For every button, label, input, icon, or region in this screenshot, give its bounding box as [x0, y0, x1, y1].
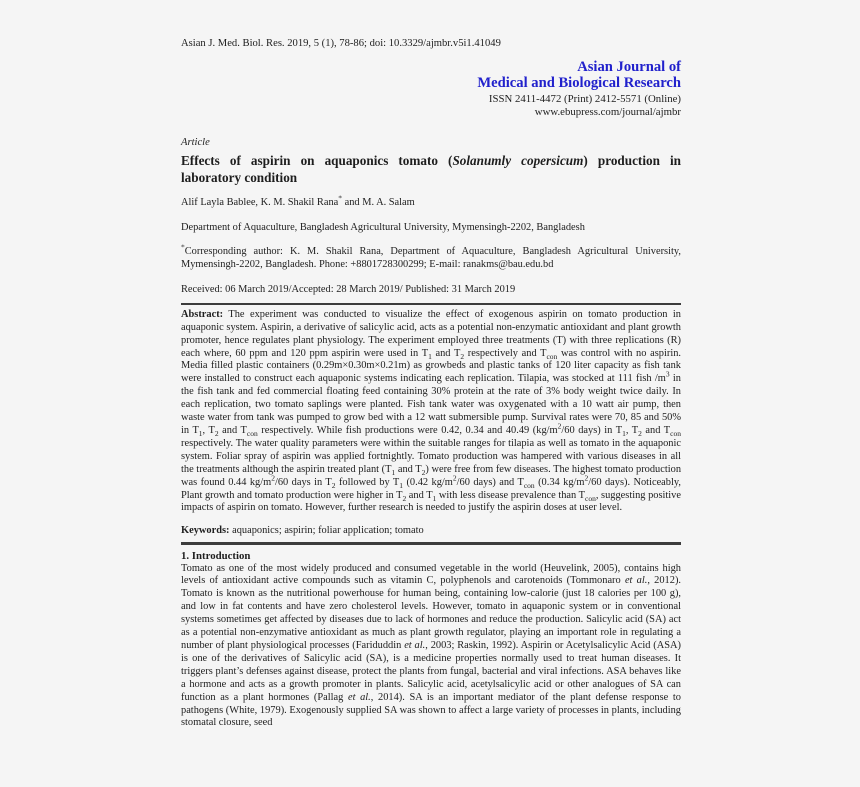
section-heading-introduction: 1. Introduction [181, 549, 251, 562]
journal-url: www.ebupress.com/journal/ajmbr [534, 106, 681, 119]
issn-line: ISSN 2411-4472 (Print) 2412-5571 (Online) [488, 92, 681, 105]
keywords-label: Keywords: [181, 525, 230, 537]
affiliation-line: Department of Aquaculture, Bangladesh Agricultural University, Mymensingh-2202, Bangladesh [181, 221, 585, 233]
divider-top [181, 303, 681, 305]
authors-line: Alif Layla Bablee, K. M. Shakil Rana* and M. A. Salam [181, 193, 415, 208]
introduction-paragraph: Tomato as one of the most widely produced and consumed vegetable in the world (Heuvelink, 2005), contains high levels of antioxidant active compounds such as vitamin C, polyphenols and carotenoids (Tommonaro et al., 2012). Tomato is known as the nutritional powerhouse for human being, containing low-calorie (just 18 calories per 100 g), and low in fat contents and have zero cholesterol levels. However, tomato in aquaponic system or in conventional systems sometimes get affected by diseases due to lack of hormones and reduce the production. Salicylic acid (SA) act as a potential non-enzymative antioxidant as much as plant growth regulator, playing an important role in regulating a number of plant physiological processes (Fariduddin et al., 2003; Raskin, 1992). Aspirin or Acetylsalicylic Acid (ASA) is one of the derivatives of Salicylic acid (SA), is a medicine properties normally used to treat human diseases. It triggers plant’s defenses against disease, protect the plants from fungal, bacterial and viral infections. ASA behaves like a hormone and acts as a growth promoter in plants. Salicylic acid, acetylsalicylic acid or other analogues of SA can function as a plant hormones (Pallag et al., 2014). SA is an important mediator of the plant defense response to pathogens (White, 1979). Exogenously supplied SA was shown to affect a large variety of processes in plants, including stomatal closure, seed [181, 562, 682, 729]
divider-bottom [181, 542, 681, 544]
paper-title: Effects of aspirin on aquaponics tomato (Solanumly copersicum) production in laboratory condition [181, 152, 681, 186]
keywords-line [181, 525, 681, 538]
journal-masthead [181, 59, 681, 120]
citation-line: Asian J. Med. Biol. Res. 2019, 5 (1), 78-86; doi: 10.3329/ajmbr.v5i1.41049 [181, 38, 501, 49]
dates-line: Received: 06 March 2019/Accepted: 28 March 2019/ Published: 31 March 2019 [181, 284, 516, 296]
keywords-body: aquaponics; aspirin; foliar application; tomato [232, 525, 424, 537]
corresponding-author-note: *Corresponding author: K. M. Shakil Rana, Department of Aquaculture, Bangladesh Agricultural University, Mymensingh-2202, Bangladesh. Phone: +8801728300299; E-mail: ranakms@bau.edu.bd [181, 242, 681, 270]
abstract-body: The experiment was conducted to visualize the effect of exogenous aspirin on tomato production in aquaponic system. Aspirin, a derivative of salicylic acid, acts as a potential non-enzymatic antioxidant and plant growth promoter, hence regulates plant physiology. The experiment employed three treatments (T) with three replications (R) each where, 60 ppm and 120 ppm aspirin were used in $T_1$ and $T_2$ respectively and $T_{con}$ was control with no aspirin. Media filled plastic containers (0.29m×0.30m×0.21m) as growbeds and plastic tanks of 120 liter capacity as fish tank were installed to construct each aquaponic systems indicating each replication. Tilapia, was stocked at 111 fish $/m^3$ in the fish tank and fed commercial floating feed containing 30% protein at the rate of 3% body weight twice daily. In each replication, two tomato saplings were planted. Fish tank water was oxygenated with a 10 watt air pump, then waste water from tank was pumped to grow bed with a 12 watt submersible pump. Survival rates were 70, 85 and 50% in $T_1$, $T_2$ and $T_{con}$ respectively. While fish productions were 0.42, 0.34 and 40.49 ($kg/m^2/60$ days) in $T_1$, $T_2$ and $T_{con}$ respectively. The water quality parameters were within the suitable ranges for tilapia as well as tomato in the aquaponic system. Foliar spray of aspirin was applied fortnightly. Tomato production was hampered with various diseases in all the treatments although the aspirin treated plant ($T_1$ and $T_2$) were free from few diseases. The highest tomato production was found 0.44 $kg/m^2/60$ days in $T_2$ followed by $T_1$ (0.42 $kg/m^2/60$ days) and $T_{con}$ (0.34 $kg/m^2/60$ days). Noticeably, Plant growth and tomato production were higher in $T_2$ and $T_1$ with less disease prevalence than $T_{con}$, suggesting positive impacts of aspirin on tomato. However, further research is needed to justify the aspirin doses at user level. [181, 308, 682, 514]
abstract-paragraph [181, 309, 681, 516]
abstract-label: Abstract: [181, 308, 224, 320]
document-page [181, 0, 681, 730]
journal-name-line2: Medical and Biological Research [477, 75, 681, 92]
article-type-label: Article [181, 136, 210, 148]
journal-name-line1: Asian Journal of [577, 58, 681, 75]
